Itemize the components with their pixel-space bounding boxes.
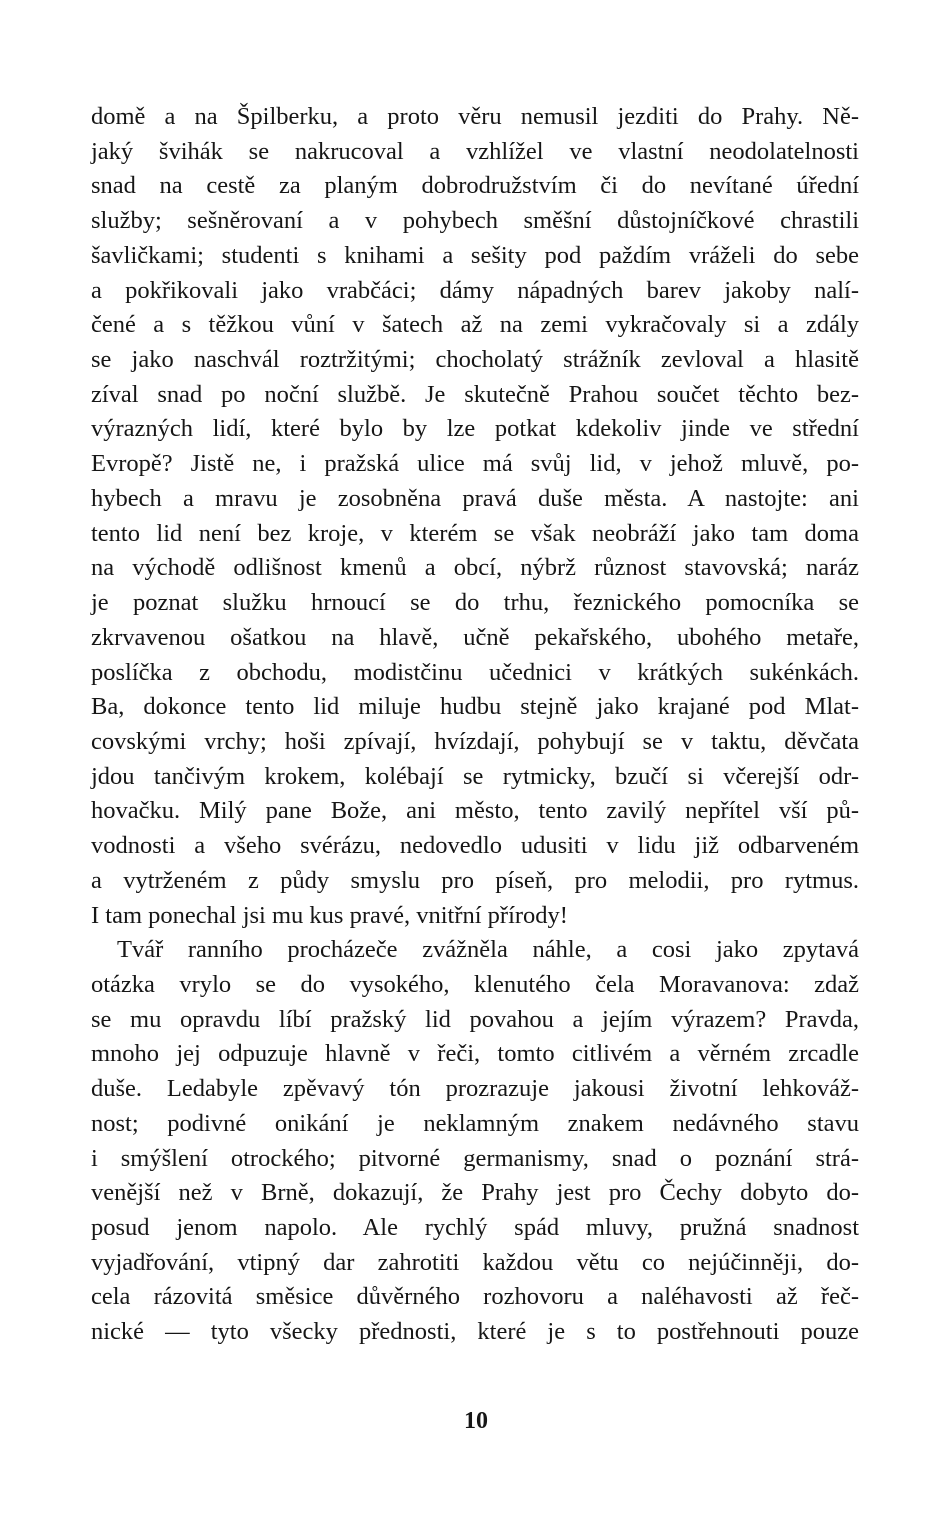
text-line: tento lid není bez kroje, v kterém se však neobráží jako tam doma	[91, 519, 859, 547]
text-line: domě a na Špilberku, a proto věru nemusil jezditi do Prahy. Ně-	[91, 103, 859, 130]
text-line: cela rázovitá směsice důvěrného rozhovoru a naléhavosti až řeč-	[91, 1283, 859, 1311]
text-line: zkrvavenou ošatkou na hlavě, učně pekařského, ubohého metaře,	[91, 623, 859, 651]
page-number: 10	[464, 1408, 488, 1434]
text-line: hybech a mravu je zosobněna pravá duše města. A nastojte: ani	[91, 484, 859, 512]
text-line: poslíčka z obchodu, modistčinu učednici v krátkých sukénkách.	[91, 658, 859, 686]
paragraph-end-line: I tam ponechal jsi mu kus pravé, vnitřní přírody!	[91, 901, 568, 929]
text-line: zíval snad po noční službě. Je skutečně Prahou součet těchto bez-	[91, 380, 859, 408]
text-line: jaký švihák se nakrucoval a vzhlížel ve vlastní neodolatelnosti	[91, 137, 859, 165]
text-line: šavličkami; studenti s knihami a sešity pod paždím vráželi do sebe	[91, 241, 859, 269]
text-line: otázka vrylo se do vysokého, klenutého čela Moravanova: zdaž	[91, 970, 859, 998]
text-line: venější než v Brně, dokazují, že Prahy jest pro Čechy dobyto do-	[91, 1179, 859, 1207]
text-line: a vytrženém z půdy smyslu pro píseň, pro melodii, pro rytmus.	[91, 866, 859, 894]
text-line: se mu opravdu líbí pražský lid povahou a jejím výrazem? Pravda,	[91, 1005, 859, 1033]
text-line: a pokřikovali jako vrabčáci; dámy nápadných barev jakoby nalí-	[91, 276, 859, 304]
body-text	[91, 100, 859, 1350]
text-line: se jako naschvál roztržitými; chocholatý strážník zevloval a hlasitě	[91, 346, 859, 374]
text-line: Evropě? Jistě ne, i pražská ulice má svůj lid, v jehož mluvě, po-	[91, 450, 859, 478]
text-line: hovačku. Milý pane Bože, ani město, tento zavilý nepřítel vší pů-	[91, 797, 859, 825]
text-line: jdou tančivým krokem, kolébají se rytmicky, bzučí si včerejší odr-	[91, 762, 859, 790]
text-line: mnoho jej odpuzuje hlavně v řeči, tomto citlivém a věrném zrcadle	[91, 1040, 859, 1068]
text-line: snad na cestě za planým dobrodružstvím či do nevítané úřední	[91, 172, 859, 200]
text-line: posud jenom napolo. Ale rychlý spád mluvy, pružná snadnost	[91, 1214, 859, 1241]
text-line: je poznat služku hrnoucí se do trhu, řeznického pomocníka se	[91, 589, 859, 617]
paragraph-start-line: Tvář ranního procházeče zvážněla náhle, a cosi jako zpytavá	[117, 936, 859, 964]
text-line: vyjadřování, vtipný dar zahrotiti každou větu co nejúčinněji, do-	[91, 1248, 859, 1276]
text-line: covskými vrchy; hoši zpívají, hvízdají, pohybují se v taktu, děvčata	[91, 727, 859, 755]
text-line: nické — tyto všecky přednosti, které je s to postřehnouti pouze	[91, 1318, 859, 1346]
text-line: výrazných lidí, které bylo by lze potkat kdekoliv jinde ve střední	[91, 415, 859, 443]
text-line: Ba, dokonce tento lid miluje hudbu stejně jako krajané pod Mlat-	[91, 693, 859, 721]
text-line: nost; podivné onikání je neklamným znakem nedávného stavu	[91, 1109, 859, 1137]
text-line: na východě odlišnost kmenů a obcí, nýbrž různost stavovská; naráz	[91, 554, 859, 582]
text-line: i smýšlení otrockého; pitvorné germanismy, snad o poznání strá-	[91, 1144, 859, 1172]
text-line: duše. Ledabyle zpěvavý tón prozrazuje jakousi životní lehkováž-	[91, 1075, 859, 1103]
text-line: služby; sešněrovaní a v pohybech směšní důstojníčkové chrastili	[91, 207, 859, 235]
text-line: vodnosti a všeho svérázu, nedovedlo udusiti v lidu již odbarveném	[91, 832, 859, 860]
text-line: čené a s těžkou vůní v šatech až na zemi vykračovaly si a zdály	[91, 311, 859, 339]
